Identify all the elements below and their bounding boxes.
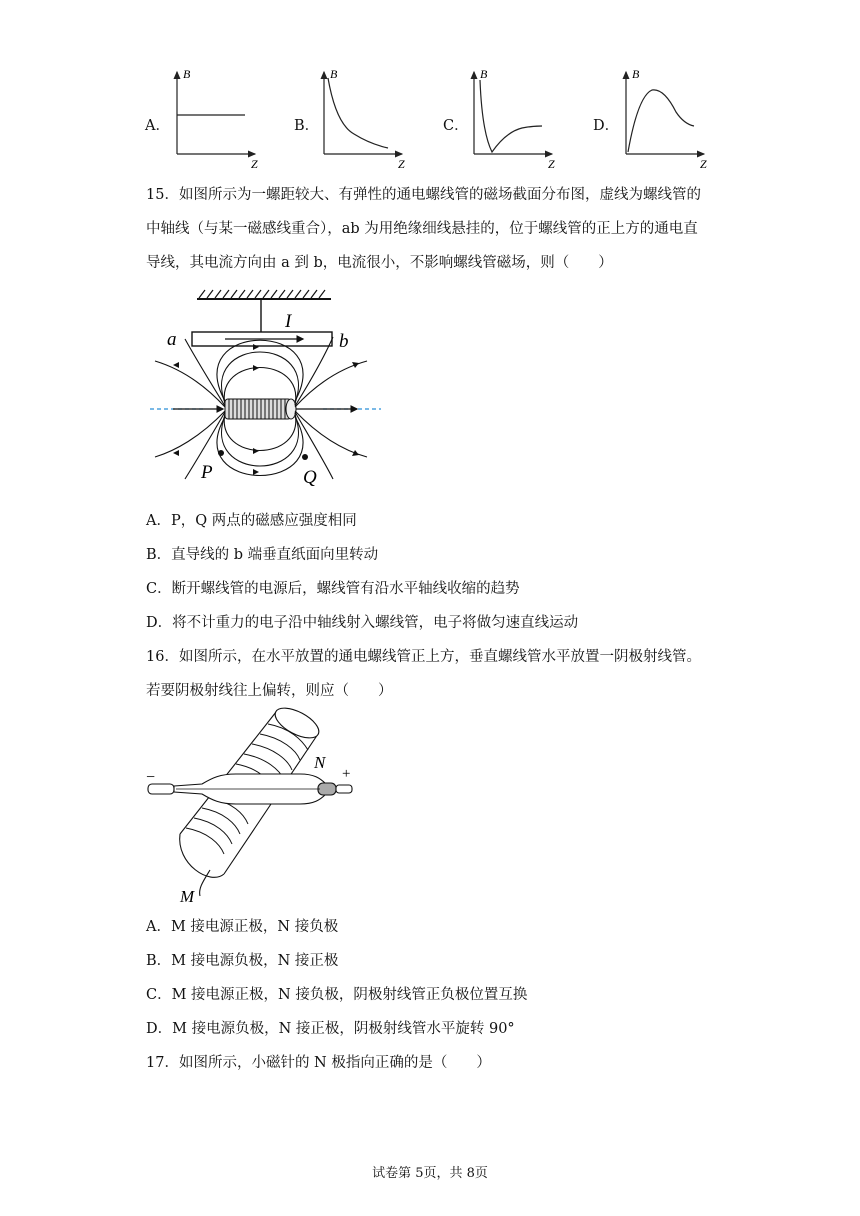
q16-option-d: D．M 接电源负极，N 接正极，阴极射线管水平旋转 90°: [146, 1021, 515, 1037]
q17-stem: 17．如图所示，小磁针的 N 极指向正确的是（ ）: [146, 1055, 491, 1071]
q15-stem-line1: 15．如图所示为一螺距较大、有弹性的通电螺线管的磁场截面分布图，虚线为螺线管的: [146, 187, 701, 203]
q14-graph-c-curve: [480, 80, 542, 152]
cathode-ray-tube: [148, 774, 352, 804]
label-a: a: [167, 329, 177, 350]
q15-stem-line2: 中轴线（与某一磁感线重合），ab 为用绝缘细线悬挂的，位于螺线管的正上方的通电直: [146, 221, 698, 237]
q14-graph-a-x-label: Z: [251, 157, 258, 171]
q14-graph-d: [614, 66, 714, 172]
q14-graph-c-x-label: Z: [548, 157, 555, 171]
q14-graph-d-curve: [628, 90, 694, 152]
q16-option-b: B．M 接电源负极，N 接正极: [146, 953, 339, 969]
q16-option-a: A．M 接电源正极，N 接负极: [146, 919, 339, 935]
q15-solenoid-figure: [145, 285, 395, 490]
q15-option-d: D．将不计重力的电子沿中轴线射入螺线管，电子将做匀速直线运动: [146, 615, 579, 631]
label-minus: −: [146, 769, 156, 786]
q14-option-b-label: B．: [294, 118, 320, 134]
q14-graph-a-y-label: B: [183, 67, 191, 81]
q14-option-d-label: D．: [593, 118, 620, 134]
page-footer: 试卷第 5页，共 8页: [372, 1166, 488, 1181]
label-M: M: [180, 887, 195, 904]
q14-graph-b-y-label: B: [330, 67, 338, 81]
q15-option-c: C．断开螺线管的电源后，螺线管有沿水平轴线收缩的趋势: [146, 581, 520, 597]
label-b: b: [339, 331, 349, 352]
q15-option-b: B．直导线的 b 端垂直纸面向里转动: [146, 547, 379, 563]
q14-graph-c-y-label: B: [480, 67, 488, 81]
q15-option-a: A．P，Q 两点的磁感应强度相同: [146, 513, 357, 529]
q14-graph-b-x-label: Z: [398, 157, 405, 171]
q14-option-a-label: A．: [145, 118, 170, 134]
label-N: N: [314, 753, 326, 772]
point-P: [218, 450, 224, 456]
label-Q: Q: [303, 467, 317, 488]
q14-graph-c: [462, 66, 562, 172]
q16-option-c: C．M 接电源正极，N 接负极，阴极射线管正负极位置互换: [146, 987, 528, 1003]
q14-graph-a: [165, 66, 265, 172]
label-P: P: [201, 462, 213, 483]
q14-option-c-label: C．: [443, 118, 469, 134]
ceiling-hatch: [199, 290, 325, 298]
solenoid-coil: [225, 399, 296, 419]
point-Q: [302, 454, 308, 460]
label-I: I: [285, 311, 292, 332]
q16-stem-line1: 16．如图所示，在水平放置的通电螺线管正上方，垂直螺线管水平放置一阴极射线管。: [146, 649, 701, 665]
label-plus: +: [342, 766, 351, 782]
q14-graph-d-y-label: B: [632, 67, 640, 81]
q14-graph-b: [312, 66, 412, 172]
q14-graph-d-x-label: Z: [700, 157, 707, 171]
q14-graph-b-curve: [328, 78, 388, 148]
q16-cathode-ray-figure: [140, 704, 370, 904]
q16-stem-line2: 若要阴极射线往上偏转，则应（ ）: [146, 683, 393, 699]
q15-stem-line3: 导线，其电流方向由 a 到 b，电流很小，不影响螺线管磁场，则（ ）: [146, 255, 613, 271]
